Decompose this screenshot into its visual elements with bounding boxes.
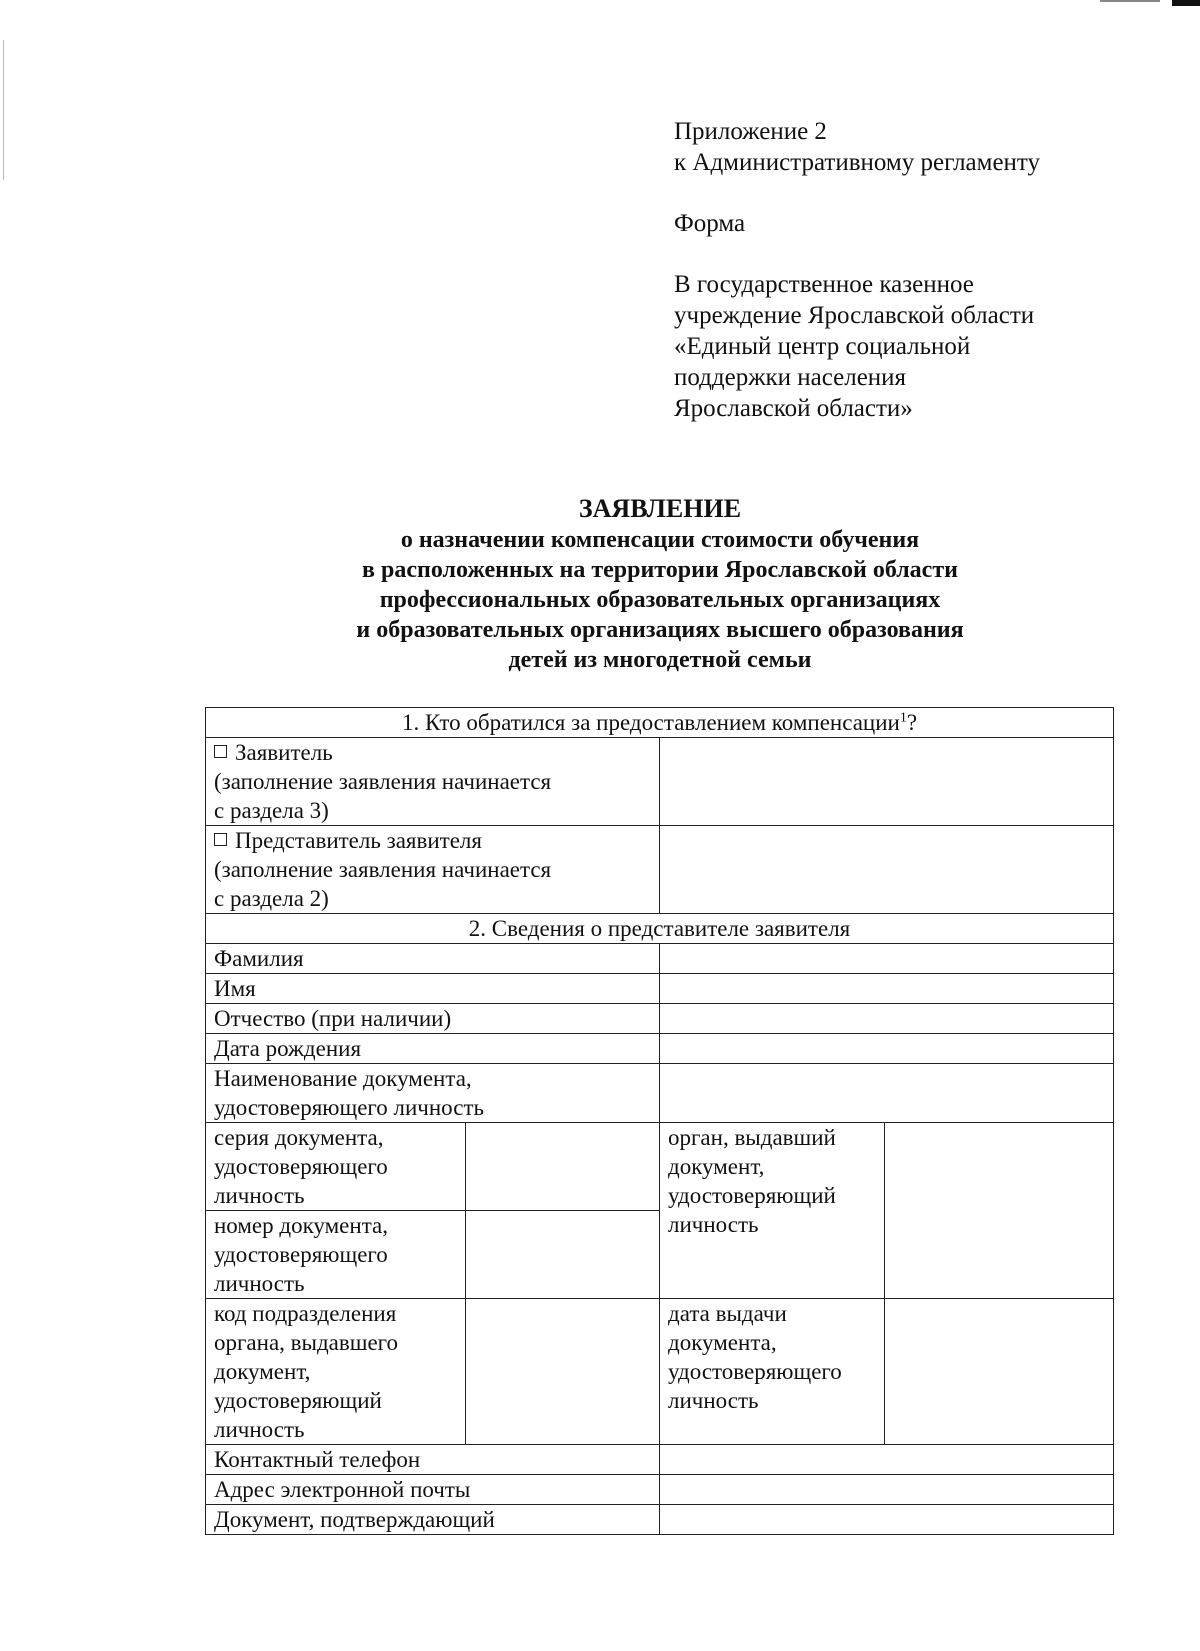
addressee-line: В государственное казенное <box>674 271 974 298</box>
title-line: детей из многодетной семьи <box>508 647 812 673</box>
field-label-patronymic: Отчество (при наличии) <box>206 1004 660 1034</box>
appendix-number: Приложение 2 <box>674 118 827 145</box>
field-label-doc-name: Наименование документа, удостоверяющего личность <box>206 1064 660 1123</box>
field-input-issuer[interactable] <box>885 1123 1114 1299</box>
field-label-surname: Фамилия <box>206 944 660 974</box>
field-label-authority-doc: Документ, подтверждающий <box>206 1505 660 1535</box>
field-label-number: номер документа, удостоверяющего личность <box>206 1211 466 1299</box>
field-label-email: Адрес электронной почты <box>206 1475 660 1505</box>
section2-heading: 2. Сведения о представителе заявителя <box>206 914 1114 944</box>
field-label-issuer: орган, выдавший документ, удостоверяющий личность <box>660 1123 885 1299</box>
scan-mark-line <box>1100 0 1160 2</box>
form-label: Форма <box>674 210 746 237</box>
field-label-phone: Контактный телефон <box>206 1445 660 1475</box>
field-input-division-code[interactable] <box>466 1299 660 1445</box>
field-input-name[interactable] <box>660 974 1114 1004</box>
section1-heading: 1. Кто обратился за предоставлением компенсации$^1$? <box>206 708 1114 738</box>
scan-mark <box>1172 0 1200 6</box>
option-applicant[interactable]: Заявитель (заполнение заявления начинается с раздела 3) <box>206 738 660 826</box>
application-form-table <box>205 707 1114 1535</box>
title-line: профессиональных образовательных организациях <box>379 587 941 613</box>
addressee-line: Ярославской области» <box>674 395 913 422</box>
option-representative[interactable]: Представитель заявителя (заполнение заявления начинается с раздела 2) <box>206 826 660 914</box>
field-input-patronymic[interactable] <box>660 1004 1114 1034</box>
option-applicant-value[interactable] <box>660 738 1114 826</box>
checkbox-icon[interactable] <box>214 745 227 758</box>
appendix-regulation: к Административному регламенту <box>674 149 1041 176</box>
field-input-doc-name[interactable] <box>660 1064 1114 1123</box>
addressee-line: учреждение Ярославской области <box>674 302 1035 329</box>
appendix-block <box>674 116 1094 424</box>
field-input-series[interactable] <box>466 1123 660 1211</box>
addressee-line: поддержки населения <box>674 364 907 391</box>
title-line: в расположенных на территории Ярославской области <box>362 557 958 583</box>
title-line: о назначении компенсации стоимости обучения <box>400 527 920 553</box>
field-label-name: Имя <box>206 974 660 1004</box>
scan-edge <box>3 40 4 180</box>
field-input-birthdate[interactable] <box>660 1034 1114 1064</box>
field-input-number[interactable] <box>466 1211 660 1299</box>
field-input-phone[interactable] <box>660 1445 1114 1475</box>
checkbox-icon[interactable] <box>214 833 227 846</box>
document-title <box>140 493 1180 675</box>
option-representative-value[interactable] <box>660 826 1114 914</box>
field-input-authority-doc[interactable] <box>660 1505 1114 1535</box>
field-label-series: серия документа, удостоверяющего личность <box>206 1123 466 1211</box>
addressee-line: «Единый центр социальной <box>674 333 971 360</box>
field-label-division-code: код подразделения органа, выдавшего документ, удостоверяющий личность <box>206 1299 466 1445</box>
title-line: и образовательных организациях высшего образования <box>356 617 964 643</box>
title-main: ЗАЯВЛЕНИЕ <box>578 494 742 523</box>
field-input-email[interactable] <box>660 1475 1114 1505</box>
field-input-surname[interactable] <box>660 944 1114 974</box>
field-label-issue-date: дата выдачи документа, удостоверяющего личность <box>660 1299 885 1445</box>
field-label-birthdate: Дата рождения <box>206 1034 660 1064</box>
field-input-issue-date[interactable] <box>885 1299 1114 1445</box>
